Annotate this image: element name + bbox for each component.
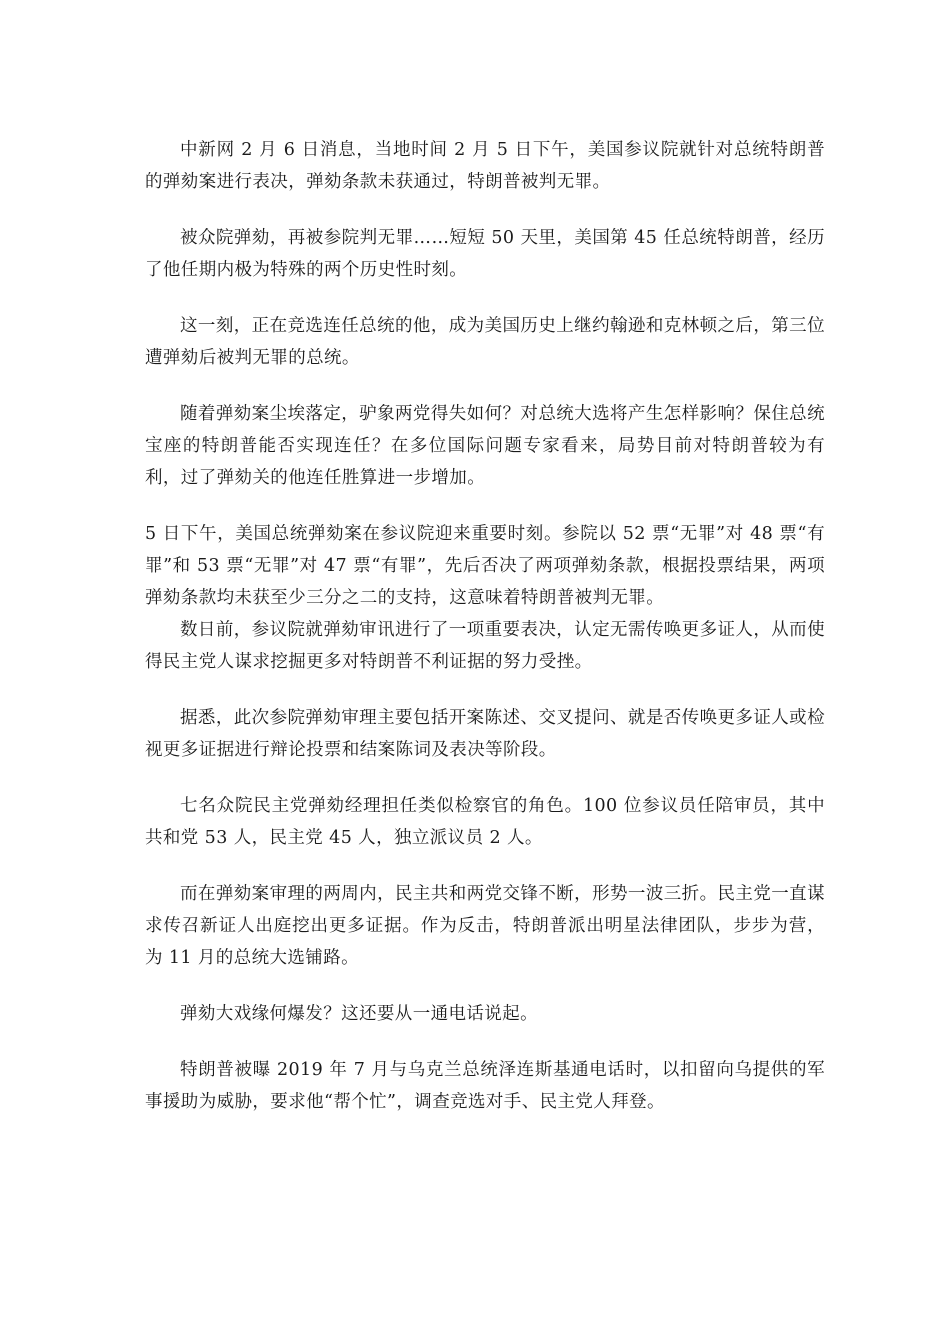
paragraph-8: 七名众院民主党弹劾经理担任类似检察官的角色。100 位参议员任陪审员，其中共和党 53 人，民主党 45 人，独立派议员 2 人。 xyxy=(145,796,825,848)
paragraph-9: 而在弹劾案审理的两周内，民主共和两党交锋不断，形势一波三折。民主党一直谋求传召新证人出庭挖出更多证据。作为反击，特朗普派出明星法律团队，步步为营，为 11 月的总统大选铺路。 xyxy=(145,884,825,968)
paragraph-1: 中新网 2 月 6 日消息，当地时间 2 月 5 日下午，美国参议院就针对总统特朗普的弹劾案进行表决，弹劾条款未获通过，特朗普被判无罪。 xyxy=(145,140,825,192)
paragraph-4: 随着弹劾案尘埃落定，驴象两党得失如何？对总统大选将产生怎样影响？保住总统宝座的特朗普能否实现连任？在多位国际问题专家看来，局势目前对特朗普较为有利，过了弹劾关的他连任胜算进一步增加。 xyxy=(145,404,825,488)
paragraph-7: 据悉，此次参院弹劾审理主要包括开案陈述、交叉提问、就是否传唤更多证人或检视更多证据进行辩论投票和结案陈词及表决等阶段。 xyxy=(145,708,825,760)
paragraph-10: 弹劾大戏缘何爆发？这还要从一通电话说起。 xyxy=(180,1004,538,1024)
paragraph-11: 特朗普被曝 2019 年 7 月与乌克兰总统泽连斯基通电话时，以扣留向乌提供的军事援助为威胁，要求他“帮个忙”，调查竞选对手、民主党人拜登。 xyxy=(145,1060,825,1112)
paragraph-5: 5 日下午，美国总统弹劾案在参议院迎来重要时刻。参院以 52 票“无罪”对 48 票“有罪”和 53 票“无罪”对 47 票“有罪”，先后否决了两项弹劾条款，根据投票结果，两项弹劾条款均未获至少三分之二的支持，这意味着特朗普被判无罪。 xyxy=(145,524,825,608)
paragraph-6: 数日前，参议院就弹劾审讯进行了一项重要表决，认定无需传唤更多证人，从而使得民主党人谋求挖掘更多对特朗普不利证据的努力受挫。 xyxy=(145,620,825,672)
document-page xyxy=(145,134,825,1118)
paragraph-2: 被众院弹劾，再被参院判无罪……短短 50 天里，美国第 45 任总统特朗普，经历了他任期内极为特殊的两个历史性时刻。 xyxy=(145,228,825,280)
paragraph-3: 这一刻，正在竞选连任总统的他，成为美国历史上继约翰逊和克林顿之后，第三位遭弹劾后被判无罪的总统。 xyxy=(145,316,825,368)
